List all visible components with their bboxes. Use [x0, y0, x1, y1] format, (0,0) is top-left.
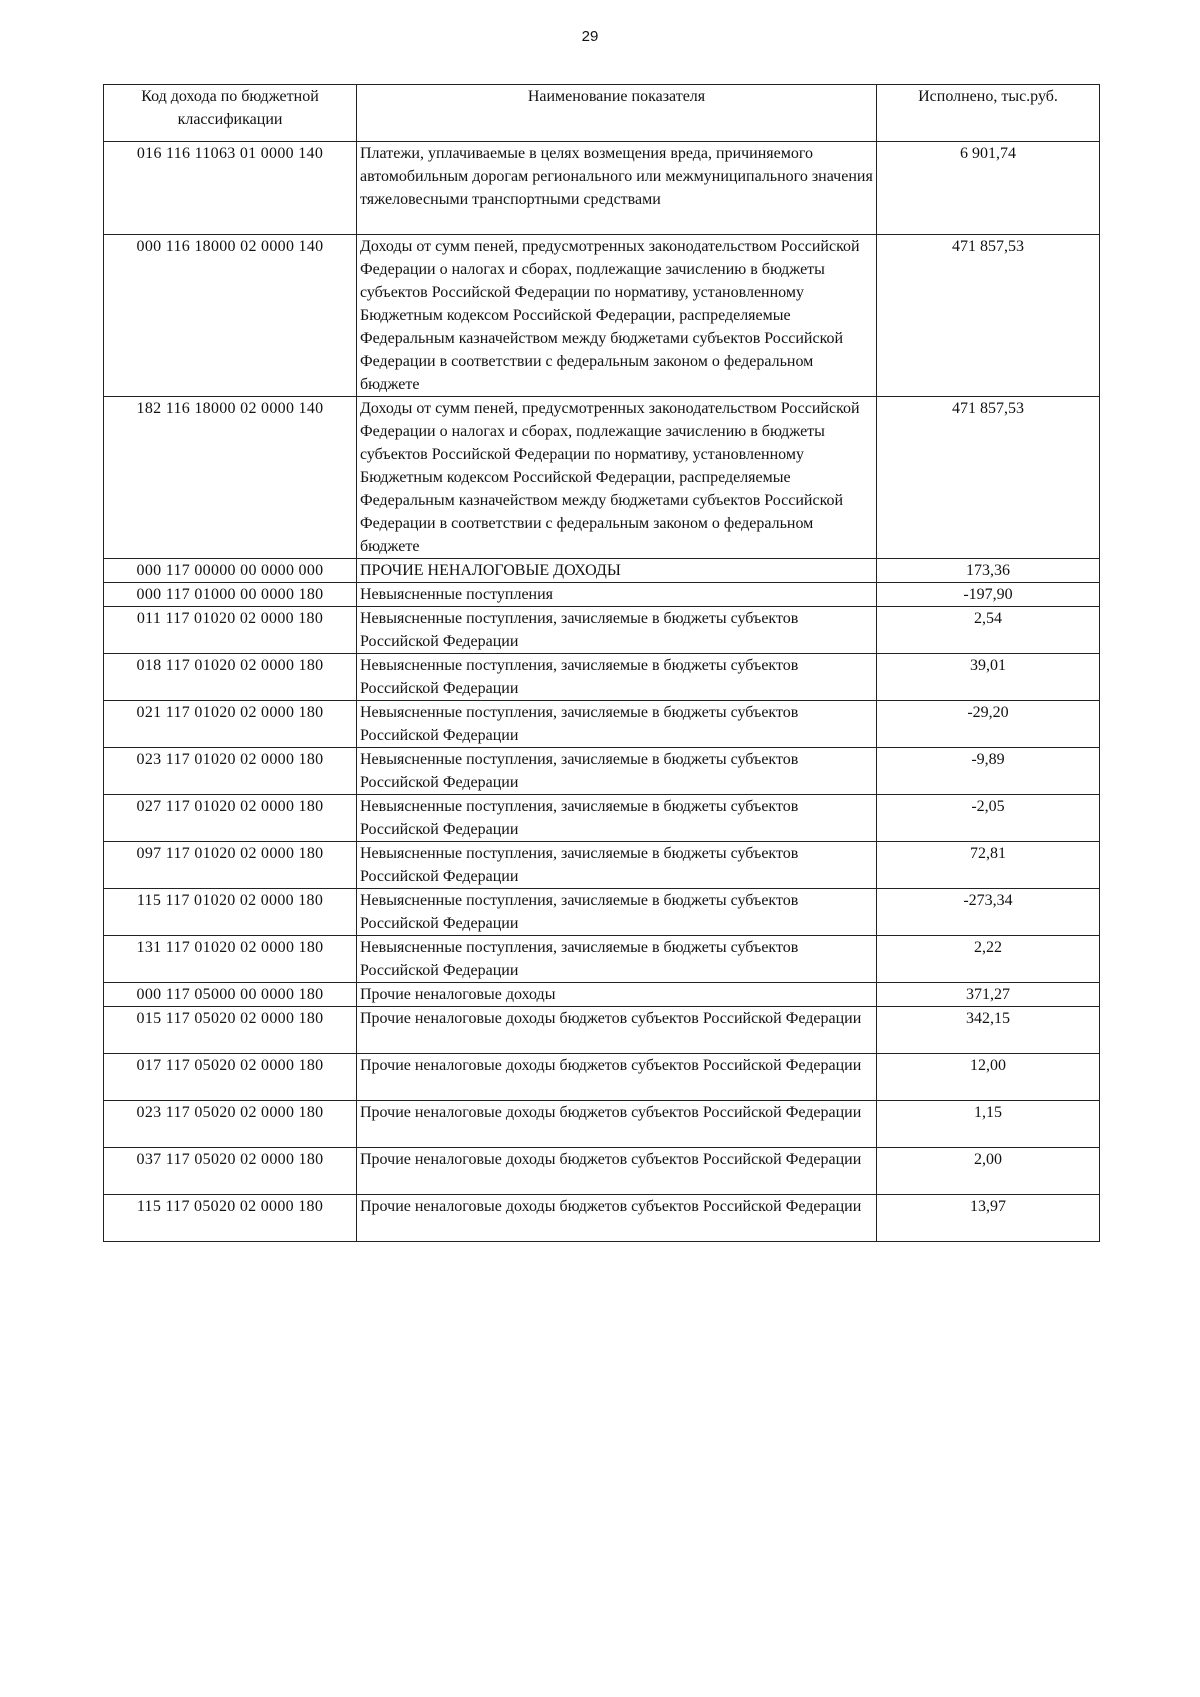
table-row: [104, 1007, 1100, 1054]
code-cell: 182 116 18000 02 0000 140: [104, 397, 357, 559]
table-row: [104, 795, 1100, 842]
name-cell: Прочие неналоговые доходы бюджетов субъектов Российской Федерации: [357, 1148, 877, 1195]
name-cell: Доходы от сумм пеней, предусмотренных законодательством Российской Федерации о налогах и сборах, подлежащие зачислению в бюджеты субъектов Российской Федерации по нормативу, установленному Бюджетным кодексом Российской Федерации, распределяемые Федеральным казначейством между бюджетами субъектов Российской Федерации в соответствии с федеральным законом о федеральном бюджете: [357, 397, 877, 559]
code-cell: 011 117 01020 02 0000 180: [104, 607, 357, 654]
table-row: [104, 1101, 1100, 1148]
name-cell: Прочие неналоговые доходы бюджетов субъектов Российской Федерации: [357, 1007, 877, 1054]
value-cell: 2,22: [877, 936, 1100, 983]
code-cell: 015 117 05020 02 0000 180: [104, 1007, 357, 1054]
code-cell: 000 116 18000 02 0000 140: [104, 235, 357, 397]
value-cell: 72,81: [877, 842, 1100, 889]
code-cell: 021 117 01020 02 0000 180: [104, 701, 357, 748]
value-cell: 371,27: [877, 983, 1100, 1007]
table-row: [104, 583, 1100, 607]
value-cell: 2,00: [877, 1148, 1100, 1195]
table-row: [104, 748, 1100, 795]
table-row: [104, 1195, 1100, 1242]
table-row: [104, 1054, 1100, 1101]
value-cell: 471 857,53: [877, 397, 1100, 559]
code-cell: 000 117 00000 00 0000 000: [104, 559, 357, 583]
code-cell: 023 117 01020 02 0000 180: [104, 748, 357, 795]
name-cell: Невыясненные поступления, зачисляемые в бюджеты субъектов Российской Федерации: [357, 654, 877, 701]
table-row: [104, 142, 1100, 235]
table-row: [104, 654, 1100, 701]
header-code: Код дохода по бюджетной классификации: [104, 85, 357, 142]
name-cell: Прочие неналоговые доходы: [357, 983, 877, 1007]
page-number: 29: [581, 28, 599, 45]
name-cell: Доходы от сумм пеней, предусмотренных законодательством Российской Федерации о налогах и сборах, подлежащие зачислению в бюджеты субъектов Российской Федерации по нормативу, установленному Бюджетным кодексом Российской Федерации, распределяемые Федеральным казначейством между бюджетами субъектов Российской Федерации в соответствии с федеральным законом о федеральном бюджете: [357, 235, 877, 397]
code-cell: 016 116 11063 01 0000 140: [104, 142, 357, 235]
name-cell: Невыясненные поступления: [357, 583, 877, 607]
table-header-row: [104, 85, 1100, 142]
code-cell: 017 117 05020 02 0000 180: [104, 1054, 357, 1101]
code-cell: 000 117 05000 00 0000 180: [104, 983, 357, 1007]
value-cell: -2,05: [877, 795, 1100, 842]
code-cell: 027 117 01020 02 0000 180: [104, 795, 357, 842]
table-row: [104, 559, 1100, 583]
value-cell: 2,54: [877, 607, 1100, 654]
name-cell: Невыясненные поступления, зачисляемые в бюджеты субъектов Российской Федерации: [357, 607, 877, 654]
table-row: [104, 235, 1100, 397]
table-row: [104, 397, 1100, 559]
value-cell: -9,89: [877, 748, 1100, 795]
value-cell: -197,90: [877, 583, 1100, 607]
table-row: [104, 842, 1100, 889]
table-row: [104, 607, 1100, 654]
value-cell: 12,00: [877, 1054, 1100, 1101]
name-cell: ПРОЧИЕ НЕНАЛОГОВЫЕ ДОХОДЫ: [357, 559, 877, 583]
revenue-table: [103, 84, 1100, 1242]
value-cell: 342,15: [877, 1007, 1100, 1054]
header-name: Наименование показателя: [357, 85, 877, 142]
name-cell: Невыясненные поступления, зачисляемые в бюджеты субъектов Российской Федерации: [357, 701, 877, 748]
value-cell: -273,34: [877, 889, 1100, 936]
table-row: [104, 701, 1100, 748]
name-cell: Невыясненные поступления, зачисляемые в бюджеты субъектов Российской Федерации: [357, 795, 877, 842]
name-cell: Прочие неналоговые доходы бюджетов субъектов Российской Федерации: [357, 1054, 877, 1101]
table-row: [104, 1148, 1100, 1195]
value-cell: 13,97: [877, 1195, 1100, 1242]
value-cell: 39,01: [877, 654, 1100, 701]
name-cell: Прочие неналоговые доходы бюджетов субъектов Российской Федерации: [357, 1195, 877, 1242]
name-cell: Невыясненные поступления, зачисляемые в бюджеты субъектов Российской Федерации: [357, 842, 877, 889]
header-value: Исполнено, тыс.руб.: [877, 85, 1100, 142]
code-cell: 018 117 01020 02 0000 180: [104, 654, 357, 701]
name-cell: Платежи, уплачиваемые в целях возмещения вреда, причиняемого автомобильным дорогам регионального или межмуниципального значения тяжеловесными транспортными средствами: [357, 142, 877, 235]
table-row: [104, 936, 1100, 983]
code-cell: 097 117 01020 02 0000 180: [104, 842, 357, 889]
name-cell: Невыясненные поступления, зачисляемые в бюджеты субъектов Российской Федерации: [357, 889, 877, 936]
code-cell: 000 117 01000 00 0000 180: [104, 583, 357, 607]
name-cell: Прочие неналоговые доходы бюджетов субъектов Российской Федерации: [357, 1101, 877, 1148]
code-cell: 131 117 01020 02 0000 180: [104, 936, 357, 983]
value-cell: 173,36: [877, 559, 1100, 583]
value-cell: 471 857,53: [877, 235, 1100, 397]
table-body: [104, 142, 1100, 1242]
value-cell: 1,15: [877, 1101, 1100, 1148]
code-cell: 037 117 05020 02 0000 180: [104, 1148, 357, 1195]
value-cell: -29,20: [877, 701, 1100, 748]
name-cell: Невыясненные поступления, зачисляемые в бюджеты субъектов Российской Федерации: [357, 936, 877, 983]
code-cell: 023 117 05020 02 0000 180: [104, 1101, 357, 1148]
value-cell: 6 901,74: [877, 142, 1100, 235]
table-row: [104, 889, 1100, 936]
table-row: [104, 983, 1100, 1007]
code-cell: 115 117 05020 02 0000 180: [104, 1195, 357, 1242]
name-cell: Невыясненные поступления, зачисляемые в бюджеты субъектов Российской Федерации: [357, 748, 877, 795]
code-cell: 115 117 01020 02 0000 180: [104, 889, 357, 936]
